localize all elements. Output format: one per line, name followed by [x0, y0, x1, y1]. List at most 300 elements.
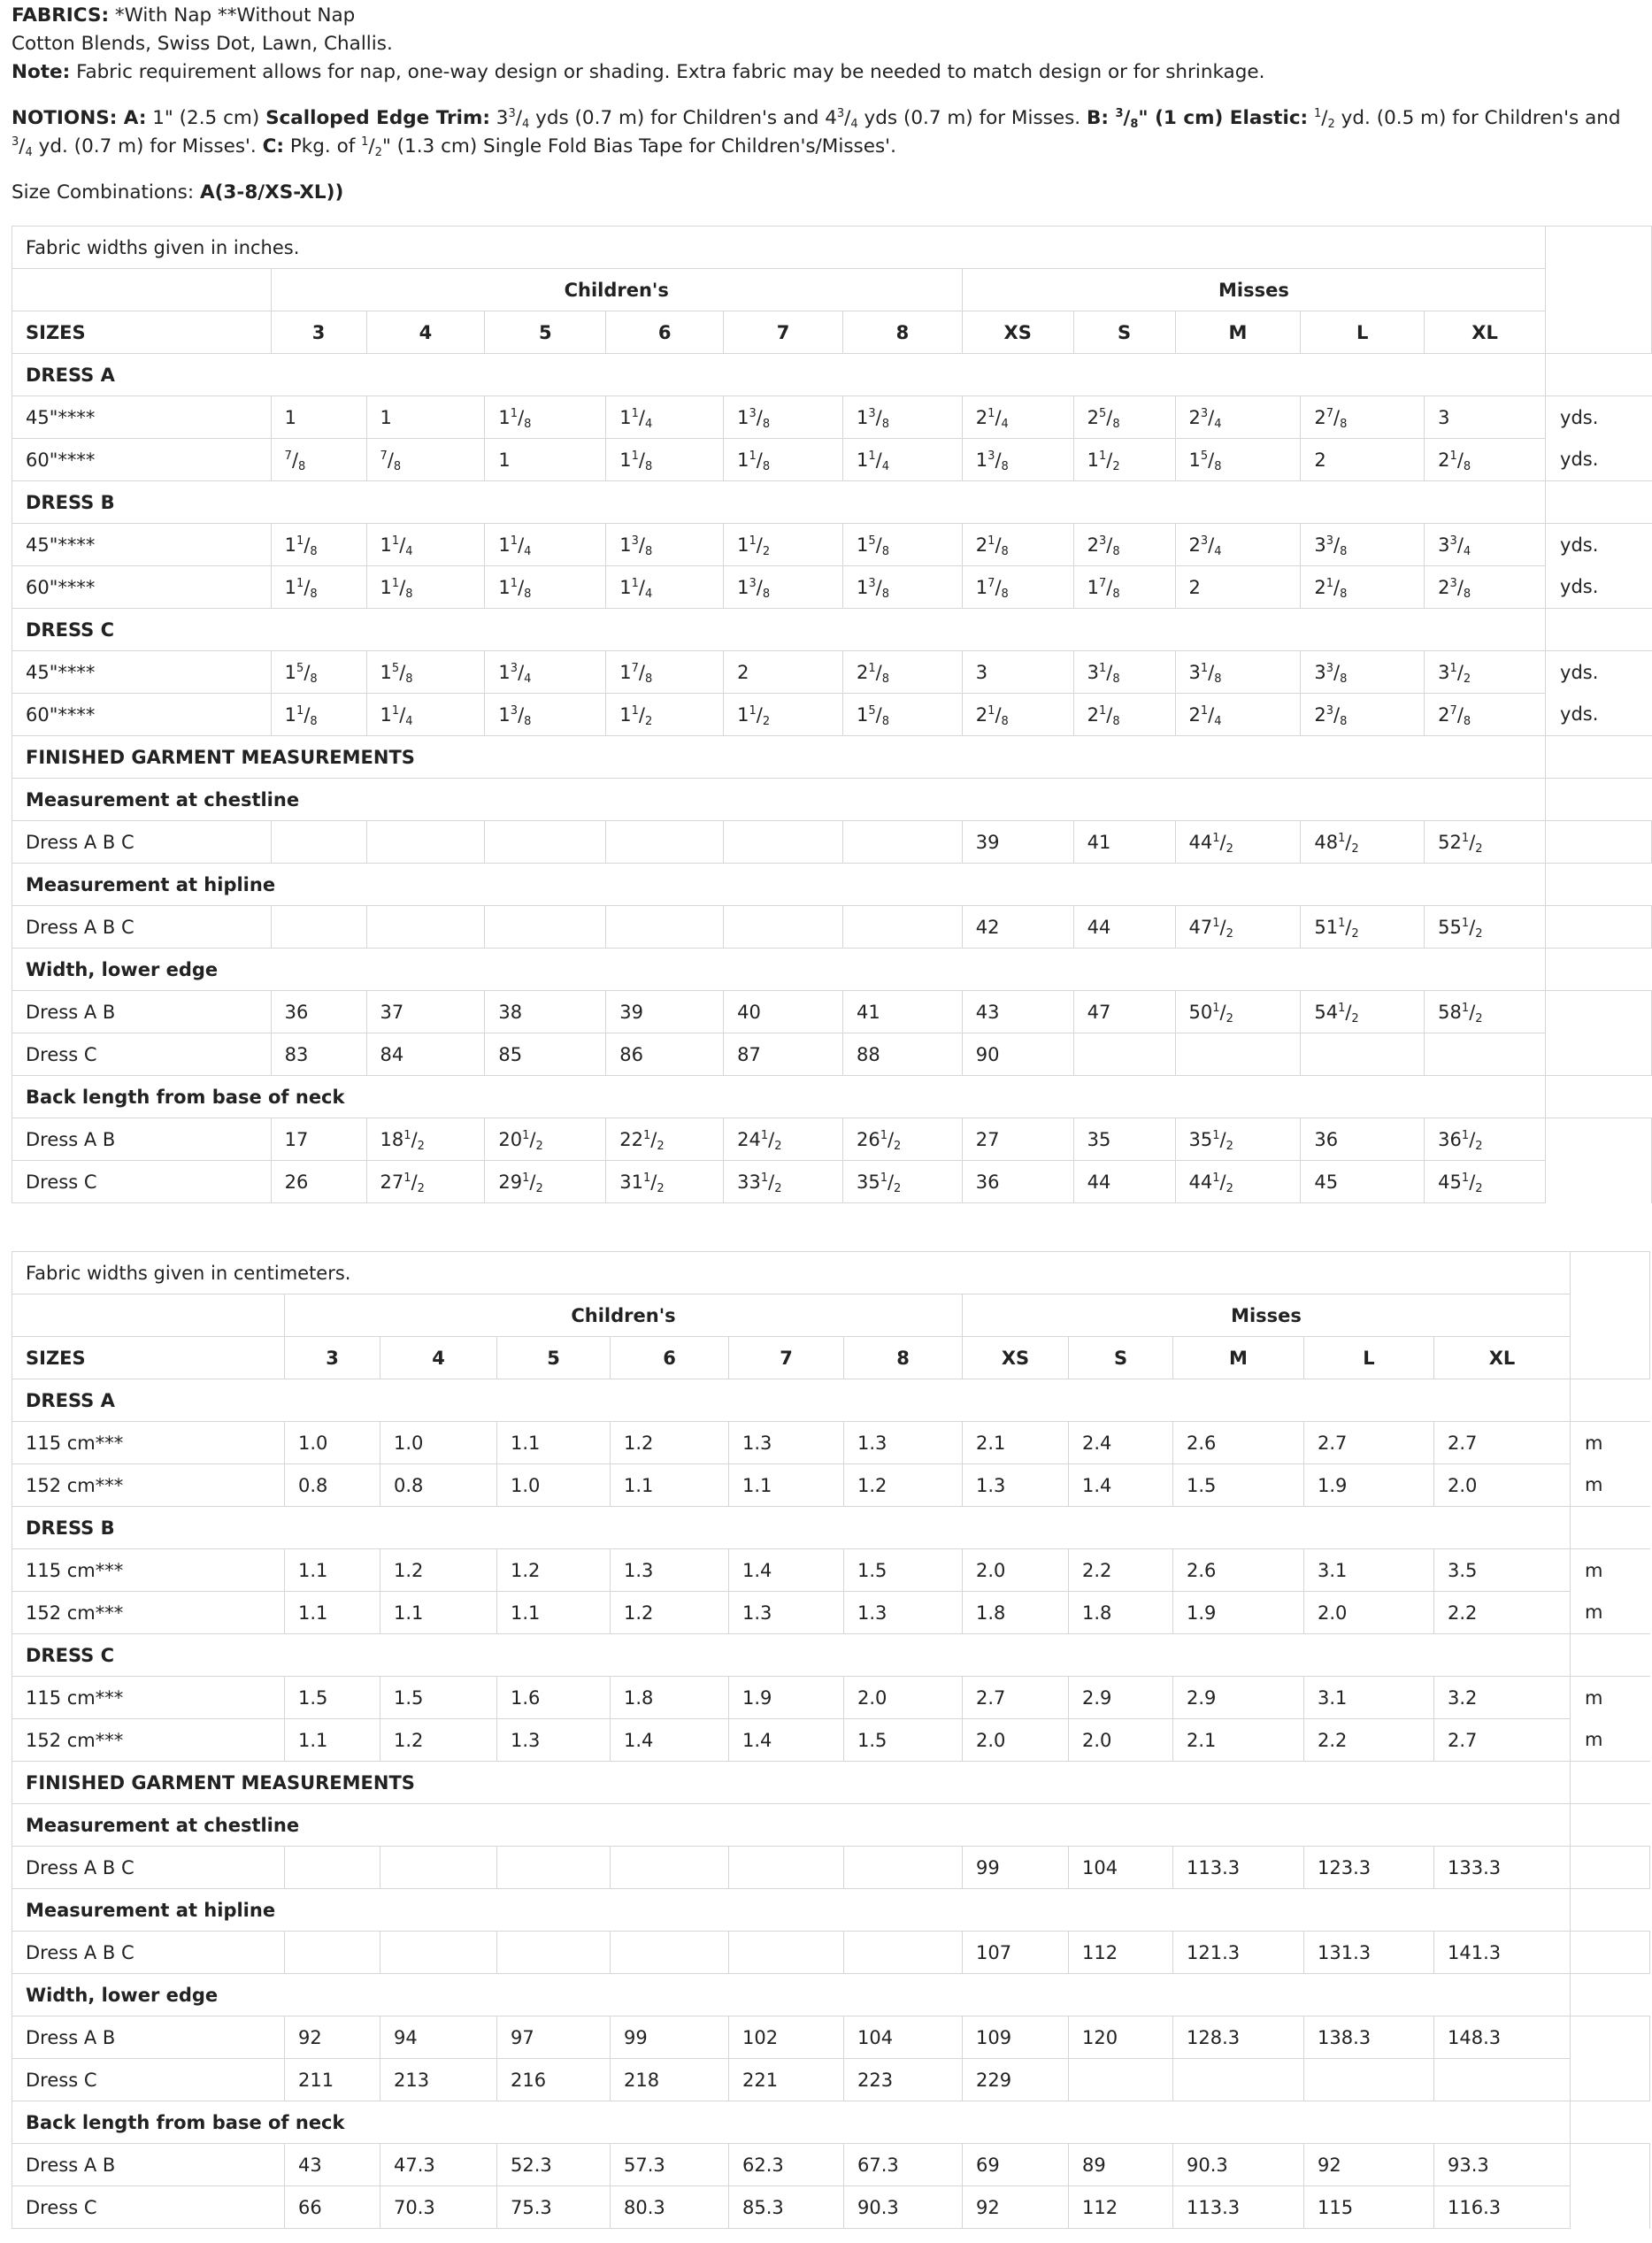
value-cell: 148.3 — [1434, 2016, 1571, 2059]
value-cell: 2.0 — [1069, 1719, 1173, 1762]
value-cell — [729, 1847, 844, 1889]
unit-cell — [1546, 949, 1652, 991]
value-cell: 2.0 — [844, 1677, 963, 1719]
value-cell: $2^1/_8$ — [1073, 694, 1175, 736]
value-cell: 1.3 — [844, 1592, 963, 1634]
value-cell: 1.1 — [497, 1422, 611, 1464]
value-cell: 85 — [485, 1033, 606, 1076]
value-cell: $1^5/_8$ — [842, 524, 962, 566]
row-label: 115 cm*** — [12, 1677, 285, 1719]
value-cell — [1173, 2059, 1304, 2101]
size-header: 8 — [844, 1337, 963, 1379]
value-cell: 2 — [1301, 439, 1425, 481]
value-cell: $1^7/_8$ — [606, 651, 724, 694]
table-row — [12, 2059, 1650, 2101]
section-row — [12, 1379, 1650, 1422]
unit-cell — [1546, 1076, 1652, 1118]
value-cell — [724, 821, 843, 864]
value-cell: 2.9 — [1173, 1677, 1304, 1719]
row-label: 45"**** — [12, 651, 272, 694]
value-cell: 102 — [729, 2016, 844, 2059]
value-cell: 87 — [724, 1033, 843, 1076]
value-cell: $1^1/_4$ — [366, 524, 485, 566]
size-header: 3 — [285, 1337, 380, 1379]
unit-cell: m — [1585, 1729, 1603, 1751]
value-cell: $58^1/_2$ — [1425, 991, 1546, 1033]
note-line — [12, 58, 1264, 87]
unit-cell — [1571, 1889, 1650, 1932]
value-cell: $47^1/_2$ — [1175, 906, 1301, 949]
value-cell: 104 — [1069, 1847, 1173, 1889]
value-cell — [380, 1847, 497, 1889]
notions-text — [12, 104, 1640, 161]
value-cell: $1^3/_8$ — [724, 566, 843, 609]
unit-cell: m — [1585, 1686, 1603, 1709]
value-cell: 1.3 — [497, 1719, 611, 1762]
value-cell: 62.3 — [729, 2144, 844, 2186]
value-cell: 90 — [962, 1033, 1073, 1076]
value-cell: 3.5 — [1434, 1549, 1571, 1592]
value-cell: 99 — [963, 1847, 1069, 1889]
unit-cell — [1571, 1847, 1650, 1889]
size-header: L — [1301, 311, 1425, 354]
value-cell: 1.3 — [963, 1464, 1069, 1507]
group-misses: Misses — [962, 269, 1545, 311]
value-cell: 1.5 — [844, 1719, 963, 1762]
value-cell: 1.4 — [1069, 1464, 1173, 1507]
value-cell: $1^5/_8$ — [271, 651, 366, 694]
value-cell: $1^7/_8$ — [962, 566, 1073, 609]
value-cell: $1^1/_8$ — [271, 524, 366, 566]
sizes-row — [12, 1337, 1650, 1379]
unit-cell: yds. — [1560, 703, 1599, 726]
value-cell: $2^1/_4$ — [962, 396, 1073, 439]
value-cell: 0.8 — [380, 1464, 497, 1507]
note-text: Fabric requirement allows for nap, one-way design or shading. Extra fabric may be needed to match design or for shrinkage. — [70, 61, 1265, 83]
value-cell: 44 — [1073, 906, 1175, 949]
fabrics-line — [12, 2, 355, 30]
notions-paragraph — [12, 104, 1640, 161]
value-cell: 3.2 — [1434, 1677, 1571, 1719]
unit-cell — [1546, 481, 1652, 524]
value-cell: 3.1 — [1304, 1677, 1434, 1719]
value-cell: 229 — [963, 2059, 1069, 2101]
value-cell: 17 — [271, 1118, 366, 1161]
value-cell: $1^1/_2$ — [606, 694, 724, 736]
section-row — [12, 949, 1652, 991]
value-cell: 84 — [366, 1033, 485, 1076]
value-cell: 1.1 — [285, 1549, 380, 1592]
value-cell: 85.3 — [729, 2186, 844, 2229]
value-cell: 36 — [962, 1161, 1073, 1203]
value-cell: 41 — [842, 991, 962, 1033]
size-header: 4 — [366, 311, 485, 354]
size-header: 3 — [271, 311, 366, 354]
value-cell: 1.2 — [380, 1719, 497, 1762]
sizes-row — [12, 311, 1652, 354]
value-cell: 1.1 — [611, 1464, 729, 1507]
fabrics-text: *With Nap **Without Nap — [109, 4, 356, 27]
value-cell: 3.1 — [1304, 1549, 1434, 1592]
table-row — [12, 1847, 1650, 1889]
notions-part: $3^3/_4$ yds (0.7 m) for Children's and $4^3/_4$ yds (0.7 m) for Misses. — [489, 107, 1087, 131]
value-cell: 1.8 — [1069, 1592, 1173, 1634]
value-cell: 107 — [963, 1932, 1069, 1974]
unit-cell — [1571, 1379, 1650, 1422]
unit-cell: yds. — [1560, 534, 1599, 556]
value-cell: 2.2 — [1304, 1719, 1434, 1762]
group-spacer — [12, 269, 272, 311]
section-heading: FINISHED GARMENT MEASUREMENTS — [12, 1762, 1571, 1804]
value-cell: 1.1 — [497, 1592, 611, 1634]
group-row — [12, 269, 1652, 311]
value-cell: 69 — [963, 2144, 1069, 2186]
unit-cell — [1571, 2101, 1650, 2144]
value-cell — [842, 821, 962, 864]
value-cell: $1^1/_4$ — [366, 694, 485, 736]
unit-cell — [1546, 609, 1652, 651]
value-cell: $1^1/_4$ — [485, 524, 606, 566]
value-cell: 37 — [366, 991, 485, 1033]
value-cell — [844, 1932, 963, 1974]
value-cell: 2.9 — [1069, 1677, 1173, 1719]
value-cell: 2.2 — [1434, 1592, 1571, 1634]
table-row — [12, 1592, 1650, 1634]
size-header: 7 — [724, 311, 843, 354]
row-label: Dress A B — [12, 1118, 272, 1161]
value-cell: $36^1/_2$ — [1425, 1118, 1546, 1161]
section-row — [12, 864, 1652, 906]
note-label: Note: — [12, 61, 71, 83]
unit-cell — [1546, 779, 1652, 821]
value-cell: $52^1/_2$ — [1425, 821, 1546, 864]
value-cell: 1.4 — [729, 1719, 844, 1762]
fabrics-label: FABRICS: — [12, 4, 110, 27]
value-cell: $44^1/_2$ — [1175, 821, 1301, 864]
value-cell: 1.1 — [285, 1719, 380, 1762]
value-cell: 113.3 — [1173, 1847, 1304, 1889]
row-label: Dress A B — [12, 2016, 285, 2059]
value-cell: 1 — [366, 396, 485, 439]
size-header: M — [1173, 1337, 1304, 1379]
table-row — [12, 821, 1652, 864]
row-label: 60"**** — [12, 694, 272, 736]
value-cell: $35^1/_2$ — [842, 1161, 962, 1203]
section-heading: DRESS B — [12, 1507, 1571, 1549]
unit-cell — [1571, 1932, 1650, 1974]
value-cell: 113.3 — [1173, 2186, 1304, 2229]
value-cell: 2.0 — [963, 1719, 1069, 1762]
value-cell: 43 — [962, 991, 1073, 1033]
value-cell: $1^1/_2$ — [724, 524, 843, 566]
value-cell: $1^1/_8$ — [271, 566, 366, 609]
unit-cell — [1546, 1033, 1652, 1076]
unit-cell — [1546, 864, 1652, 906]
value-cell: 44 — [1073, 1161, 1175, 1203]
value-cell: $35^1/_2$ — [1175, 1118, 1301, 1161]
value-cell: 1.3 — [729, 1592, 844, 1634]
value-cell: 92 — [1304, 2144, 1434, 2186]
value-cell: 1.0 — [497, 1464, 611, 1507]
value-cell: 45 — [1301, 1161, 1425, 1203]
value-cell: $33^1/_2$ — [724, 1161, 843, 1203]
value-cell: $1^1/_8$ — [724, 439, 843, 481]
table-row — [12, 1677, 1650, 1719]
value-cell: 2.0 — [1434, 1464, 1571, 1507]
value-cell: 36 — [271, 991, 366, 1033]
section-heading: Width, lower edge — [12, 1974, 1571, 2016]
row-label: 45"**** — [12, 524, 272, 566]
row-label: 60"**** — [12, 566, 272, 609]
value-cell: 47 — [1073, 991, 1175, 1033]
table-row — [12, 906, 1652, 949]
table-row — [12, 439, 1652, 481]
value-cell: 221 — [729, 2059, 844, 2101]
table-row — [12, 1422, 1650, 1464]
value-cell: 26 — [271, 1161, 366, 1203]
value-cell: 1 — [271, 396, 366, 439]
value-cell: 128.3 — [1173, 2016, 1304, 2059]
size-header: M — [1175, 311, 1301, 354]
value-cell: $1^3/_8$ — [962, 439, 1073, 481]
section-row — [12, 779, 1652, 821]
value-cell: 1.5 — [844, 1549, 963, 1592]
value-cell: $3^1/_8$ — [1175, 651, 1301, 694]
value-cell: 216 — [497, 2059, 611, 2101]
value-cell: $22^1/_2$ — [606, 1118, 724, 1161]
size-header: 5 — [485, 311, 606, 354]
value-cell: 116.3 — [1434, 2186, 1571, 2229]
value-cell: 213 — [380, 2059, 497, 2101]
unit-cell: m — [1585, 1474, 1603, 1496]
value-cell: 1 — [485, 439, 606, 481]
value-cell: 90.3 — [844, 2186, 963, 2229]
notions-part: B: $^3/_8$" (1 cm) Elastic: — [1086, 107, 1309, 131]
value-cell: $29^1/_2$ — [485, 1161, 606, 1203]
value-cell — [606, 821, 724, 864]
section-heading: Measurement at hipline — [12, 864, 1546, 906]
row-label: 152 cm*** — [12, 1464, 285, 1507]
unit-cell — [1571, 2186, 1650, 2229]
group-spacer — [12, 1294, 285, 1337]
row-label: 152 cm*** — [12, 1719, 285, 1762]
value-cell: 42 — [962, 906, 1073, 949]
section-heading: DRESS C — [12, 609, 1546, 651]
value-cell: 97 — [497, 2016, 611, 2059]
value-cell: 121.3 — [1173, 1932, 1304, 1974]
table-row — [12, 991, 1652, 1033]
value-cell: $2^3/_4$ — [1175, 524, 1301, 566]
value-cell — [729, 1932, 844, 1974]
unit-cell: m — [1585, 1559, 1603, 1581]
value-cell: 0.8 — [285, 1464, 380, 1507]
value-cell: $1^1/_8$ — [366, 566, 485, 609]
value-cell: 211 — [285, 2059, 380, 2101]
value-cell: 67.3 — [844, 2144, 963, 2186]
value-cell: $1^3/_8$ — [724, 396, 843, 439]
value-cell: 94 — [380, 2016, 497, 2059]
section-row — [12, 1076, 1652, 1118]
value-cell: 2.1 — [963, 1422, 1069, 1464]
section-heading: FINISHED GARMENT MEASUREMENTS — [12, 736, 1546, 779]
value-cell: $2^5/_8$ — [1073, 396, 1175, 439]
value-cell: $54^1/_2$ — [1301, 991, 1425, 1033]
unit-cell — [1546, 736, 1652, 779]
value-cell: $1^3/_8$ — [485, 694, 606, 736]
value-cell — [485, 821, 606, 864]
notions-part: 1" (2.5 cm) — [146, 107, 266, 129]
value-cell — [844, 1847, 963, 1889]
unit-cell: m — [1585, 1432, 1603, 1454]
value-cell: $2^1/_8$ — [1301, 566, 1425, 609]
value-cell: 2.0 — [963, 1549, 1069, 1592]
notions-part: NOTIONS: A: — [12, 107, 147, 129]
size-combo-label: Size Combinations: — [12, 181, 200, 204]
unit-cell — [1571, 1762, 1650, 1804]
value-cell: 1.9 — [729, 1677, 844, 1719]
value-cell — [1073, 1033, 1175, 1076]
unit-cell — [1571, 1974, 1650, 2016]
row-label: 115 cm*** — [12, 1422, 285, 1464]
value-cell: 2.2 — [1069, 1549, 1173, 1592]
value-cell: 43 — [285, 2144, 380, 2186]
value-cell — [611, 1847, 729, 1889]
unit-cell: yds. — [1560, 576, 1599, 598]
value-cell: 1.8 — [611, 1677, 729, 1719]
section-heading: DRESS B — [12, 481, 1546, 524]
value-cell: 39 — [962, 821, 1073, 864]
value-cell: $2^1/_8$ — [962, 524, 1073, 566]
table-caption: Fabric widths given in centimeters. — [12, 1252, 1571, 1294]
value-cell: 2.6 — [1173, 1422, 1304, 1464]
value-cell: $1^1/_2$ — [724, 694, 843, 736]
value-cell — [724, 906, 843, 949]
table-row — [12, 694, 1652, 736]
section-row — [12, 1634, 1650, 1677]
value-cell: $2^3/_8$ — [1073, 524, 1175, 566]
value-cell: 109 — [963, 2016, 1069, 2059]
imperial-yardage-table — [12, 226, 1652, 1203]
notions-part: Scalloped Edge Trim: — [265, 107, 490, 129]
section-row — [12, 354, 1652, 396]
value-cell: $^7/_8$ — [271, 439, 366, 481]
value-cell: 47.3 — [380, 2144, 497, 2186]
value-cell: $3^3/_8$ — [1301, 651, 1425, 694]
value-cell: $55^1/_2$ — [1425, 906, 1546, 949]
value-cell: 112 — [1069, 1932, 1173, 1974]
section-row — [12, 1507, 1650, 1549]
row-label: Dress C — [12, 2059, 285, 2101]
value-cell — [1301, 1033, 1425, 1076]
value-cell: 115 — [1304, 2186, 1434, 2229]
value-cell: 1.9 — [1304, 1464, 1434, 1507]
value-cell: $50^1/_2$ — [1175, 991, 1301, 1033]
section-heading: Back length from base of neck — [12, 1076, 1546, 1118]
value-cell: $3^1/_8$ — [1073, 651, 1175, 694]
value-cell: $27^1/_2$ — [366, 1161, 485, 1203]
value-cell: 35 — [1073, 1118, 1175, 1161]
value-cell: $51^1/_2$ — [1301, 906, 1425, 949]
value-cell: $3^3/_4$ — [1425, 524, 1546, 566]
size-header: 7 — [729, 1337, 844, 1379]
unit-cell — [1546, 821, 1652, 864]
value-cell: 138.3 — [1304, 2016, 1434, 2059]
section-row — [12, 481, 1652, 524]
notions-part: C: — [262, 135, 284, 157]
value-cell: $20^1/_2$ — [485, 1118, 606, 1161]
value-cell: 133.3 — [1434, 1847, 1571, 1889]
value-cell — [1434, 2059, 1571, 2101]
value-cell: 57.3 — [611, 2144, 729, 2186]
size-header: 8 — [842, 311, 962, 354]
unit-cell — [1571, 2016, 1650, 2059]
unit-cell — [1546, 1161, 1652, 1203]
section-heading: DRESS A — [12, 354, 1546, 396]
value-cell: 86 — [606, 1033, 724, 1076]
value-cell: $2^1/_4$ — [1175, 694, 1301, 736]
value-cell: $2^1/_8$ — [842, 651, 962, 694]
value-cell: 218 — [611, 2059, 729, 2101]
value-cell: 2.7 — [1304, 1422, 1434, 1464]
value-cell: 141.3 — [1434, 1932, 1571, 1974]
section-row — [12, 2101, 1650, 2144]
value-cell: $1^3/_8$ — [606, 524, 724, 566]
value-cell — [285, 1932, 380, 1974]
value-cell: 1.6 — [497, 1677, 611, 1719]
value-cell: 75.3 — [497, 2186, 611, 2229]
value-cell: 36 — [1301, 1118, 1425, 1161]
value-cell: $2^3/_8$ — [1425, 566, 1546, 609]
size-header: 4 — [380, 1337, 497, 1379]
table-row — [12, 396, 1652, 439]
group-childrens: Children's — [271, 269, 962, 311]
value-cell: 1.9 — [1173, 1592, 1304, 1634]
row-label: Dress C — [12, 2186, 285, 2229]
value-cell: 2.6 — [1173, 1549, 1304, 1592]
unit-cell — [1546, 354, 1652, 396]
value-cell: 123.3 — [1304, 1847, 1434, 1889]
value-cell: $48^1/_2$ — [1301, 821, 1425, 864]
sizes-label: SIZES — [12, 311, 272, 354]
value-cell: 2.4 — [1069, 1422, 1173, 1464]
value-cell — [606, 906, 724, 949]
section-heading: DRESS A — [12, 1379, 1571, 1422]
value-cell — [271, 821, 366, 864]
value-cell: 1.0 — [380, 1422, 497, 1464]
value-cell: 1.5 — [285, 1677, 380, 1719]
caption-row — [12, 1252, 1650, 1294]
unit-cell: yds. — [1560, 661, 1599, 683]
value-cell: 120 — [1069, 2016, 1173, 2059]
table-row — [12, 651, 1652, 694]
value-cell: 80.3 — [611, 2186, 729, 2229]
value-cell: 1.4 — [611, 1719, 729, 1762]
value-cell: $44^1/_2$ — [1175, 1161, 1301, 1203]
size-header: XS — [962, 311, 1073, 354]
value-cell — [380, 1932, 497, 1974]
table-row — [12, 1549, 1650, 1592]
table-row — [12, 2016, 1650, 2059]
value-cell — [1425, 1033, 1546, 1076]
row-label: Dress A B C — [12, 1847, 285, 1889]
value-cell — [611, 1932, 729, 1974]
size-header: XL — [1425, 311, 1546, 354]
value-cell — [285, 1847, 380, 1889]
table-row — [12, 566, 1652, 609]
row-label: 152 cm*** — [12, 1592, 285, 1634]
table-row — [12, 1719, 1650, 1762]
value-cell: 70.3 — [380, 2186, 497, 2229]
